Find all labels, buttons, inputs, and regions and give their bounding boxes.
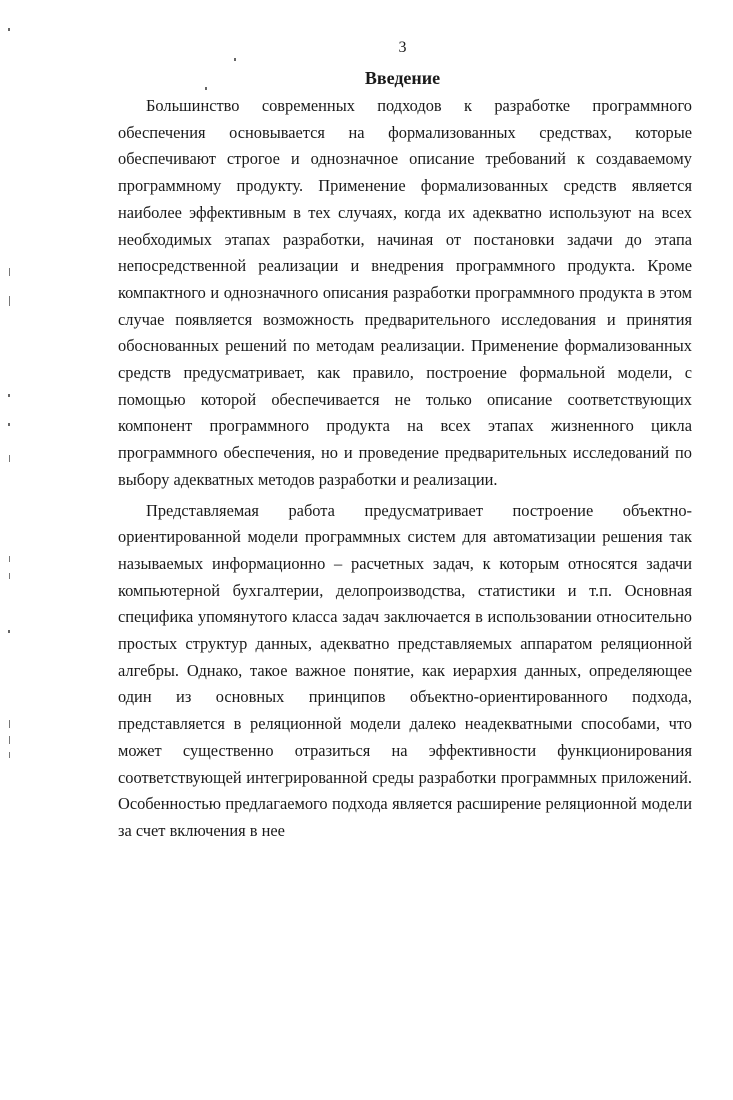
- scan-speck: [8, 630, 10, 633]
- page-number: 3: [398, 39, 407, 56]
- scan-speck: [9, 268, 10, 276]
- scan-speck: [9, 573, 10, 579]
- scan-speck: [9, 455, 10, 462]
- scan-speck: [9, 752, 10, 758]
- scan-speck: [9, 736, 10, 744]
- scan-margin-marks: [0, 0, 30, 1100]
- body-text: [118, 93, 692, 845]
- section-title: Введение: [364, 68, 441, 88]
- paragraph: Представляемая работа предусматривает построение объектно-ориентированной модели программных систем для автоматизации решения так называемых информационно – расчетных задач, к которым относятся задачи компьютерной бухгалтерии, делопроизводства, статистики и т.п. Основная специфика упомянутого класса задач заключается в использовании относительно простых структур данных, адекватно представляемых аппаратом реляционной алгебры. Однако, такое важное понятие, как иерархия данных, определяющее один из основных принципов объектно-ориентированного подхода, представляется в реляционной модели далеко неадекватными способами, что может существенно отразиться на эффективности функционирования соответствующей интегрированной среды разработки программных приложений. Особенностью предлагаемого подхода является расширение реляционной модели за счет включения в нее: [118, 500, 692, 840]
- scan-speck: [8, 28, 10, 31]
- scan-speck: [9, 720, 10, 728]
- paragraph: Большинство современных подходов к разработке программного обеспечения основывается на формализованных средствах, которые обеспечивают строгое и однозначное описание требований к создаваемому программному продукту. Применение формализованных средств является наиболее эффективным в тех случаях, когда их адекватно используют на всех необходимых этапах разработки, начиная от постановки задачи до этапа непосредственной реализации и внедрения программного продукта. Кроме компактного и однозначного описания разработки программного продукта в этом случае появляется возможность предварительного исследования и принятия обоснованных решений по методам реализации. Применение формализованных средств предусматривает, как правило, построение формальной модели, с помощью которой обеспечивается не только описание соответствующих компонент программного продукта на всех этапах жизненного цикла программного обеспечения, но и проведение предварительных исследований по выбору адекватных методов разработки и реализации.: [118, 96, 692, 489]
- scan-speck: [8, 394, 10, 397]
- scan-speck: [234, 58, 236, 61]
- scan-speck: [8, 423, 10, 426]
- scan-speck: [9, 556, 10, 562]
- scan-speck: [9, 296, 10, 306]
